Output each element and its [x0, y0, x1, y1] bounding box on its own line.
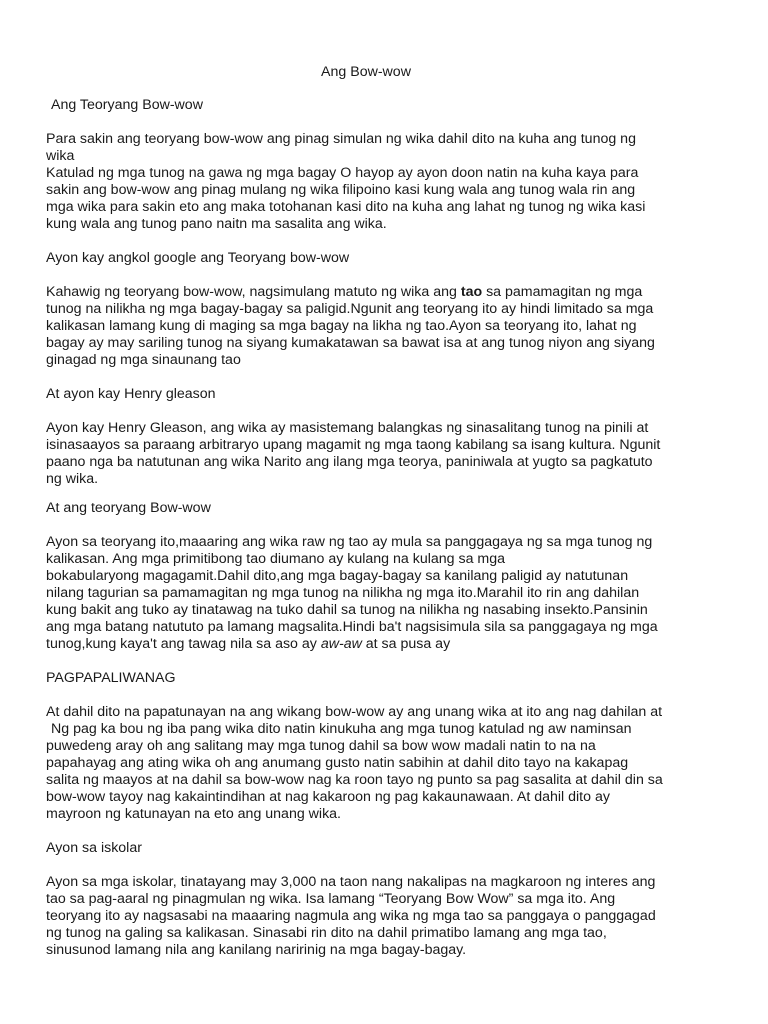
text-line: teoryang ito ay nagsasabi na maaaring nagmula ang wika ng mga tao sa panggaya o panggagad: [46, 908, 656, 924]
text-line: bow-wow tayoy nag kakaintindihan at nag kakaroon ng pag kakaunawaan. At dahil dito ay: [46, 789, 610, 805]
paragraph-kahawig: [46, 284, 726, 369]
paragraph-gleason: [46, 420, 726, 488]
text-line: wika: [46, 148, 75, 164]
text-line: tunog na nilikha ng mga bagay-bagay sa paligid.Ngunit ang teoryang ito ay hindi limitado sa mga: [46, 301, 654, 317]
text-line: ng wika.: [46, 471, 99, 487]
section-heading-pagpapaliwanag: PAGPAPALIWANAG: [46, 670, 176, 686]
text-line: At dahil dito na papatunayan na ang wikang bow-wow ay ang unang wika at ito ang nag dahilan at: [46, 704, 663, 720]
italic-word: aw-aw: [320, 636, 362, 652]
text-line: Ng pag ka bou ng iba pang wika dito natin kinukuha ang mga tunog katulad ng aw naminsan: [51, 721, 632, 737]
text-line: Para sakin ang teoryang bow-wow ang pinag simulan ng wika dahil dito na kuha ang tunog ng: [46, 131, 636, 147]
text-line: puwedeng aray oh ang salitang may mga tunog dahil sa bow wow madali natin to na na: [46, 738, 596, 754]
text-line: salita ng maayos at na dahil sa bow-wow nag ka roon tayo ng punto sa pag sasalita at dahil din sa: [46, 772, 663, 788]
text-line: Katulad ng mga tunog na gawa ng mga bagay O hayop ay ayon doon natin na kuha kaya para: [46, 165, 639, 181]
text-line: kalikasan lamang kung di maging sa mga bagay na likha ng tao.Ayon sa teoryang ito, lahat ng: [46, 318, 637, 334]
text-line: tao sa pag-aaral ng pinagmulan ng wika. Isa lamang “Teoryang Bow Wow” sa mga ito. Ang: [46, 891, 616, 907]
text-fragment: sa pamamagitan ng mga: [482, 284, 643, 300]
text-line: paano nga ba natutunan ang wika Narito ang ilang mga teorya, paniniwala at yugto sa pagkatuto: [46, 454, 653, 470]
text-line: Ayon sa mga iskolar, tinatayang may 3,000 na taon nang nakalipas na magkaroon ng interes ang: [46, 874, 656, 890]
paragraph-iskolar: [46, 874, 726, 959]
text-line: [46, 636, 726, 653]
text-line: kung bakit ang tuko ay tinatawag na tuko dahil sa tunog na nilikha ng nasabing insekto.Pansinin: [46, 602, 648, 618]
text-line: ginagad ng mga sinaunang tao: [46, 352, 241, 368]
text-line: nilang tagurian sa pamamagitan ng mga tunog na nilikha ng mga ito.Marahil ito rin ang dahilan: [46, 585, 640, 601]
section-heading-teoryang-bow-wow: Ang Teoryang Bow-wow: [51, 97, 203, 113]
text-line: isinasaayos sa paraang arbitraryo upang magamit ng mga taong kabilang sa isang kultura. Ngunit: [46, 437, 661, 453]
text-fragment: Kahawig ng teoryang bow-wow, nagsimulang matuto ng wika ang: [46, 284, 461, 300]
text-line: [46, 284, 726, 301]
text-line: sinusunod lamang nila ang kanilang naririnig na mga bagay-bagay.: [46, 942, 467, 958]
text-line: bagay ay may sariling tunog na siyang kumakatawan sa bawat isa at ang tunog niyon ang siyang: [46, 335, 655, 351]
text-fragment: tunog,kung kaya't ang tawag nila sa aso ay: [46, 636, 321, 652]
text-line: mayroon ng katunayan na eto ang unang wika.: [46, 806, 341, 822]
text-line: Ayon sa teoryang ito,maaaring ang wika raw ng tao ay mula sa panggagaya ng sa mga tunog ng: [46, 534, 653, 550]
text-line: mga wika para sakin eto ang maka totohanan kasi dito na kuha ang lahat ng tunog ng wika kasi: [46, 199, 646, 215]
text-line: sakin ang bow-wow ang pinag mulang ng wika filipoino kasi kung wala ang tunog wala rin ang: [46, 182, 636, 198]
document-title: Ang Bow-wow: [321, 64, 411, 80]
document-page: [46, 64, 726, 976]
text-line: Ayon kay Henry Gleason, ang wika ay masistemang balangkas ng sinasalitang tunog na pinili at: [46, 420, 649, 436]
section-heading-at-ang-teoryang: At ang teoryang Bow-wow: [46, 500, 211, 516]
text-line: kalikasan. Ang mga primitibong tao diumano ay kulang na kulang sa mga: [46, 551, 506, 567]
text-line: ang mga batang natututo pa lamang magsalita.Hindi ba't nagsisimula sila sa panggagaya ng mga: [46, 619, 658, 635]
section-heading-angkol-google: Ayon kay angkol google ang Teoryang bow-wow: [46, 250, 350, 266]
text-line: papahayag ang ating wika oh ang anumang gusto natin sabihin at dahil dito tayo na kakapag: [46, 755, 629, 771]
bold-word: tao: [460, 284, 483, 300]
text-line: ng tunog na galing sa kalikasan. Sinasabi rin dito na dahil primatibo lamang ang mga tao,: [46, 925, 607, 941]
text-fragment: at sa pusa ay: [361, 636, 451, 652]
section-heading-henry-gleason: At ayon kay Henry gleason: [46, 386, 216, 402]
paragraph-primitibong-tao: [46, 534, 726, 653]
text-line: kung wala ang tunog pano naitn ma sasalita ang wika.: [46, 216, 387, 232]
text-line: bokabularyong magagamit.Dahil dito,ang mga bagay-bagay sa kanilang paligid ay natutunan: [46, 568, 629, 584]
paragraph-personal-opinion: [46, 131, 726, 233]
paragraph-pagpapaliwanag: [46, 704, 726, 823]
section-heading-iskolar: Ayon sa iskolar: [46, 840, 142, 856]
